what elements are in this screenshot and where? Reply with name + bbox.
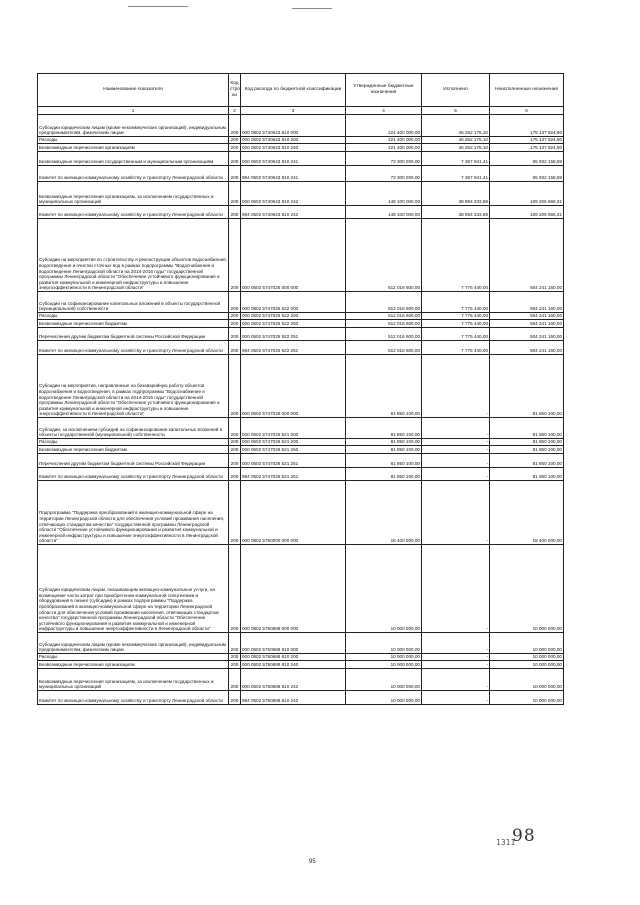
table-row	[38, 137, 564, 144]
row-approved-cell: 10 000 000,00	[346, 633, 422, 654]
table-row	[38, 313, 564, 320]
row-line-code-cell: 200	[229, 669, 241, 691]
row-executed-cell: -	[422, 481, 490, 545]
header-name: Наименование показателя	[38, 74, 229, 107]
row-unexecuted-cell: 175 137 824,90	[490, 115, 564, 137]
row-approved-cell: 10 000 000,00	[346, 669, 422, 691]
column-number: 1	[38, 107, 229, 115]
table-row	[38, 341, 564, 355]
header-unexecuted: Неисполненные назначения	[490, 74, 564, 107]
row-line-code-cell: 200	[229, 182, 241, 206]
row-name-cell: Безвозмездные перечисления бюджетам	[38, 320, 229, 328]
row-unexecuted-cell: 504 241 160,00	[490, 292, 564, 313]
row-kbk-cell: 000 0502 5747026 521 200	[241, 439, 346, 446]
row-kbk-cell: 000 0502 5750688 000 000	[241, 545, 346, 633]
row-unexecuted-cell: 109 205 666,31	[490, 182, 564, 206]
row-line-code-cell: 200	[229, 654, 241, 661]
row-line-code-cell: 200	[229, 633, 241, 654]
handwritten-mark: 98	[512, 826, 536, 846]
row-executed-cell: -	[422, 691, 490, 705]
row-executed-cell: 38 894 333,69	[422, 206, 490, 219]
row-kbk-cell: 000 0502 5750688 810 000	[241, 633, 346, 654]
header-executed: Исполнено	[422, 74, 490, 107]
table-row	[38, 320, 564, 328]
column-number-row	[38, 107, 564, 115]
row-name-cell: Безвозмездные перечисления организациям, за исключением государственных и муниципальных организаций	[38, 669, 229, 691]
row-name-cell: Комитет по жилищно-коммунальному хозяйству и транспорту Ленинградской области	[38, 691, 229, 705]
table-row	[38, 439, 564, 446]
row-executed-cell: -	[422, 446, 490, 454]
row-approved-cell: 73 300 000,00	[346, 166, 422, 182]
row-line-code-cell: 200	[229, 341, 241, 355]
row-unexecuted-cell: 65 932 158,59	[490, 166, 564, 182]
row-executed-cell: 46 262 175,10	[422, 137, 490, 144]
row-kbk-cell: 000 0502 5747025 522 250	[241, 320, 346, 328]
row-executed-cell: 7 775 440,00	[422, 292, 490, 313]
budget-execution-table	[37, 73, 564, 705]
row-line-code-cell: 200	[229, 439, 241, 446]
row-name-cell: Безвозмездные перечисления организациям	[38, 661, 229, 669]
table-row	[38, 446, 564, 454]
row-approved-cell: 221 400 000,00	[346, 115, 422, 137]
row-unexecuted-cell: 109 205 666,31	[490, 206, 564, 219]
row-executed-cell: 7 775 440,00	[422, 313, 490, 320]
row-approved-cell: 18 400 000,00	[346, 481, 422, 545]
row-line-code-cell: 200	[229, 320, 241, 328]
row-executed-cell: 7 367 841,41	[422, 166, 490, 182]
row-unexecuted-cell: 81 850 100,00	[490, 355, 564, 418]
row-kbk-cell: 984 0502 5740643 810 241	[241, 166, 346, 182]
row-approved-cell: 512 016 600,00	[346, 219, 422, 292]
row-unexecuted-cell: 175 137 824,90	[490, 144, 564, 152]
row-name-cell: Субсидии юридическим лицам (кроме некоммерческих организаций), индивидуальным предпринимателям, физическим лицам	[38, 115, 229, 137]
row-executed-cell: 7 775 440,00	[422, 341, 490, 355]
row-approved-cell: 73 300 000,00	[346, 152, 422, 166]
row-executed-cell: -	[422, 661, 490, 669]
row-unexecuted-cell: 81 850 100,00	[490, 468, 564, 481]
table-row	[38, 545, 564, 633]
row-unexecuted-cell: 504 241 160,00	[490, 341, 564, 355]
column-number: 5	[422, 107, 490, 115]
row-unexecuted-cell: 504 241 160,00	[490, 320, 564, 328]
row-approved-cell: 221 400 000,00	[346, 144, 422, 152]
table-body	[38, 115, 564, 705]
row-approved-cell: 512 016 600,00	[346, 292, 422, 313]
row-kbk-cell: 000 0502 5747025 522 200	[241, 313, 346, 320]
row-approved-cell: 81 850 100,00	[346, 468, 422, 481]
row-unexecuted-cell: 10 000 000,00	[490, 669, 564, 691]
row-kbk-cell: 000 0502 5740643 810 242	[241, 182, 346, 206]
row-line-code-cell: 200	[229, 313, 241, 320]
row-line-code-cell: 200	[229, 219, 241, 292]
row-name-cell: Расходы	[38, 654, 229, 661]
row-kbk-cell: 984 0502 5747026 521 251	[241, 468, 346, 481]
table-row	[38, 328, 564, 341]
row-executed-cell: -	[422, 355, 490, 418]
row-line-code-cell: 200	[229, 661, 241, 669]
row-name-cell: Подпрограмма "Поддержка преобразований в жилищно-коммунальной сфере на территории Ленинградской области для обеспечения условий проживания населения, отвечающих стандартам качества" государственной программы Ленинградской области "Обеспечение устойчивого функционирования и развития коммунальной и инженерной инфраструктуры и повышение энергоэффективности в Ленинградской области"	[38, 481, 229, 545]
row-name-cell: Комитет по жилищно-коммунальному хозяйству и транспорту Ленинградской области	[38, 468, 229, 481]
row-kbk-cell: 984 0502 5740643 810 242	[241, 206, 346, 219]
row-name-cell: Субсидии, за исключением субсидий на софинансирование капитальных вложений в объекты государственной (муниципальной) собственности	[38, 418, 229, 439]
row-name-cell: Безвозмездные перечисления бюджетам	[38, 446, 229, 454]
row-kbk-cell: 000 0502 5747025 522 000	[241, 292, 346, 313]
row-kbk-cell: 000 0502 5740643 810 241	[241, 152, 346, 166]
row-name-cell: Субсидии юридическим лицам (кроме некоммерческих организаций), индивидуальным предпринимателям, физическим лицам	[38, 633, 229, 654]
row-unexecuted-cell: 10 000 000,00	[490, 691, 564, 705]
row-unexecuted-cell: 81 850 100,00	[490, 446, 564, 454]
scan-artifact-line	[292, 8, 332, 9]
row-line-code-cell: 200	[229, 468, 241, 481]
row-name-cell: Субсидии на софинансирование капитальных вложений в объекты государственной (муниципальной) собственности	[38, 292, 229, 313]
row-kbk-cell: 000 0502 5740643 810 000	[241, 115, 346, 137]
row-kbk-cell: 000 0502 5747026 521 000	[241, 418, 346, 439]
column-number: 3	[241, 107, 346, 115]
table-row	[38, 669, 564, 691]
table-row	[38, 115, 564, 137]
row-unexecuted-cell: 81 850 100,00	[490, 454, 564, 468]
table-row	[38, 144, 564, 152]
row-kbk-cell: 000 0502 5740643 810 240	[241, 144, 346, 152]
row-unexecuted-cell: 504 241 160,00	[490, 313, 564, 320]
row-approved-cell: 10 000 000,00	[346, 654, 422, 661]
header-kbk: Код расхода по бюджетной классификации	[241, 74, 346, 107]
row-line-code-cell: 200	[229, 454, 241, 468]
table-row	[38, 481, 564, 545]
table-row	[38, 633, 564, 654]
handwritten-small-mark: 1311	[496, 838, 516, 847]
row-approved-cell: 81 850 100,00	[346, 439, 422, 446]
row-name-cell: Безвозмездные перечисления государственным и муниципальным организациям	[38, 152, 229, 166]
row-executed-cell: -	[422, 654, 490, 661]
row-approved-cell: 10 000 000,00	[346, 691, 422, 705]
column-number: 4	[346, 107, 422, 115]
table-row	[38, 418, 564, 439]
row-line-code-cell: 200	[229, 144, 241, 152]
row-executed-cell: 38 894 333,69	[422, 182, 490, 206]
table-row	[38, 355, 564, 418]
row-executed-cell: 46 262 175,10	[422, 144, 490, 152]
row-approved-cell: 221 400 000,00	[346, 137, 422, 144]
row-name-cell: Комитет по жилищно-коммунальному хозяйству и транспорту Ленинградской области	[38, 206, 229, 219]
row-unexecuted-cell: 504 241 160,00	[490, 328, 564, 341]
row-executed-cell: 46 262 175,10	[422, 115, 490, 137]
row-approved-cell: 512 016 600,00	[346, 328, 422, 341]
row-name-cell: Субсидии на мероприятия, направленные на безаварийную работу объектов водоснабжения и водоотведения, в рамках подпрограммы "Водоснабжение и водоотведение Ленинградской области на 2014-2016 годы" государственной программы Ленинградской области "Обеспечение устойчивого функционирования и развития коммунальной и инженерной инфраструктуры и повышение энергоэффективности в Ленинградской области"	[38, 355, 229, 418]
row-approved-cell: 148 100 000,00	[346, 206, 422, 219]
row-line-code-cell: 200	[229, 418, 241, 439]
row-kbk-cell: 000 0502 5750688 810 240	[241, 661, 346, 669]
row-approved-cell: 10 000 000,00	[346, 661, 422, 669]
row-name-cell: Расходы	[38, 137, 229, 144]
row-line-code-cell: 200	[229, 292, 241, 313]
row-line-code-cell: 200	[229, 115, 241, 137]
row-unexecuted-cell: 175 137 824,90	[490, 137, 564, 144]
row-unexecuted-cell: 10 000 000,00	[490, 654, 564, 661]
row-executed-cell: 7 367 841,41	[422, 152, 490, 166]
row-name-cell: Безвозмездные перечисления организациям, за исключением государственных и муниципальных организаций	[38, 182, 229, 206]
row-approved-cell: 512 016 600,00	[346, 341, 422, 355]
row-unexecuted-cell: 10 000 000,00	[490, 633, 564, 654]
row-line-code-cell: 200	[229, 137, 241, 144]
column-number: 6	[490, 107, 564, 115]
row-name-cell: Расходы	[38, 313, 229, 320]
row-executed-cell: -	[422, 468, 490, 481]
row-name-cell: Комитет по жилищно-коммунальному хозяйству и транспорту Ленинградской области	[38, 341, 229, 355]
table-row	[38, 219, 564, 292]
row-kbk-cell: 000 0502 5740643 810 200	[241, 137, 346, 144]
row-approved-cell: 81 850 100,00	[346, 355, 422, 418]
row-kbk-cell: 000 0502 5747026 000 000	[241, 355, 346, 418]
row-kbk-cell: 000 0502 5747026 521 250	[241, 446, 346, 454]
row-executed-cell: 7 775 440,00	[422, 328, 490, 341]
table-row	[38, 468, 564, 481]
row-line-code-cell: 200	[229, 481, 241, 545]
row-kbk-cell: 000 0502 5747025 522 251	[241, 328, 346, 341]
row-executed-cell: -	[422, 454, 490, 468]
table-row	[38, 166, 564, 182]
row-line-code-cell: 200	[229, 152, 241, 166]
row-approved-cell: 512 016 600,00	[346, 313, 422, 320]
table-row	[38, 206, 564, 219]
table-row	[38, 292, 564, 313]
row-kbk-cell: 000 0502 5747025 000 000	[241, 219, 346, 292]
row-name-cell: Перечисления другим бюджетам бюджетной системы Российской Федерации	[38, 454, 229, 468]
table-row	[38, 454, 564, 468]
row-line-code-cell: 200	[229, 355, 241, 418]
row-approved-cell: 10 000 000,00	[346, 545, 422, 633]
row-kbk-cell: 000 0502 5750000 000 000	[241, 481, 346, 545]
row-name-cell: Субсидии юридическим лицам, оказывающим жилищно-коммунальные услуги, на возмещение части затрат при приобретении коммунальной спецтехники и оборудования в лизинг (субсидии) в рамках подпрограммы "Поддержка преобразований в жилищно-коммунальной сфере на территории Ленинградской области для обеспечения условий проживания населения, отвечающих стандартам качества" государственной программы Ленинградской области "Обеспечение устойчивого функционирования и развития коммунальной и инженерной инфраструктуры и повышение энергоэффективности в Ленинградской области"	[38, 545, 229, 633]
row-name-cell: Комитет по жилищно-коммунальному хозяйству и транспорту Ленинградской области	[38, 166, 229, 182]
row-executed-cell: -	[422, 669, 490, 691]
row-name-cell: Расходы	[38, 439, 229, 446]
table-row	[38, 654, 564, 661]
row-line-code-cell: 200	[229, 446, 241, 454]
row-unexecuted-cell: 81 850 100,00	[490, 439, 564, 446]
header-line-code: Код стро ки	[229, 74, 241, 107]
row-line-code-cell: 200	[229, 206, 241, 219]
row-line-code-cell: 200	[229, 545, 241, 633]
row-kbk-cell: 000 0502 5750688 810 242	[241, 669, 346, 691]
row-kbk-cell: 000 0502 5747026 521 251	[241, 454, 346, 468]
row-unexecuted-cell: 10 000 000,00	[490, 661, 564, 669]
row-line-code-cell: 200	[229, 166, 241, 182]
table-row	[38, 182, 564, 206]
row-executed-cell: 7 775 440,00	[422, 320, 490, 328]
row-executed-cell: -	[422, 439, 490, 446]
scan-artifact-line	[128, 6, 188, 7]
page-number: 95	[309, 859, 316, 865]
row-kbk-cell: 984 0502 5750688 810 242	[241, 691, 346, 705]
table-row	[38, 152, 564, 166]
column-number: 2	[229, 107, 241, 115]
row-approved-cell: 81 850 100,00	[346, 418, 422, 439]
table-row	[38, 661, 564, 669]
row-unexecuted-cell: 81 850 100,00	[490, 418, 564, 439]
header-approved: Утвержденные бюджетные назначения	[346, 74, 422, 107]
row-executed-cell: 7 775 440,00	[422, 219, 490, 292]
row-name-cell: Безвозмездные перечисления организациям	[38, 144, 229, 152]
row-unexecuted-cell: 10 000 000,00	[490, 545, 564, 633]
row-name-cell: Субсидии на мероприятия по строительству и реконструкции объектов водоснабжения, водоотведения и очистки сточных вод в рамках подпрограммы "Водоснабжение и водоотведение Ленинградской области на 2014-2016 годы" государственной программы Ленинградской области "Обеспечение устойчивого функционирования и развития коммунальной и инженерной инфраструктуры и повышение энергоэффективности в Ленинградской области"	[38, 219, 229, 292]
row-kbk-cell: 984 0502 5747025 522 251	[241, 341, 346, 355]
row-kbk-cell: 000 0502 5750688 810 200	[241, 654, 346, 661]
row-unexecuted-cell: 18 400 000,00	[490, 481, 564, 545]
row-name-cell: Перечисления другим бюджетам бюджетной системы Российской Федерации	[38, 328, 229, 341]
row-approved-cell: 81 850 100,00	[346, 446, 422, 454]
row-line-code-cell: 200	[229, 691, 241, 705]
table-row	[38, 691, 564, 705]
table-header-row	[38, 74, 564, 107]
row-approved-cell: 512 016 600,00	[346, 320, 422, 328]
row-unexecuted-cell: 504 241 160,00	[490, 219, 564, 292]
row-approved-cell: 81 850 100,00	[346, 454, 422, 468]
row-executed-cell: -	[422, 418, 490, 439]
row-approved-cell: 148 100 000,00	[346, 182, 422, 206]
row-unexecuted-cell: 65 932 158,59	[490, 152, 564, 166]
row-executed-cell: -	[422, 633, 490, 654]
row-executed-cell: -	[422, 545, 490, 633]
row-line-code-cell: 200	[229, 328, 241, 341]
